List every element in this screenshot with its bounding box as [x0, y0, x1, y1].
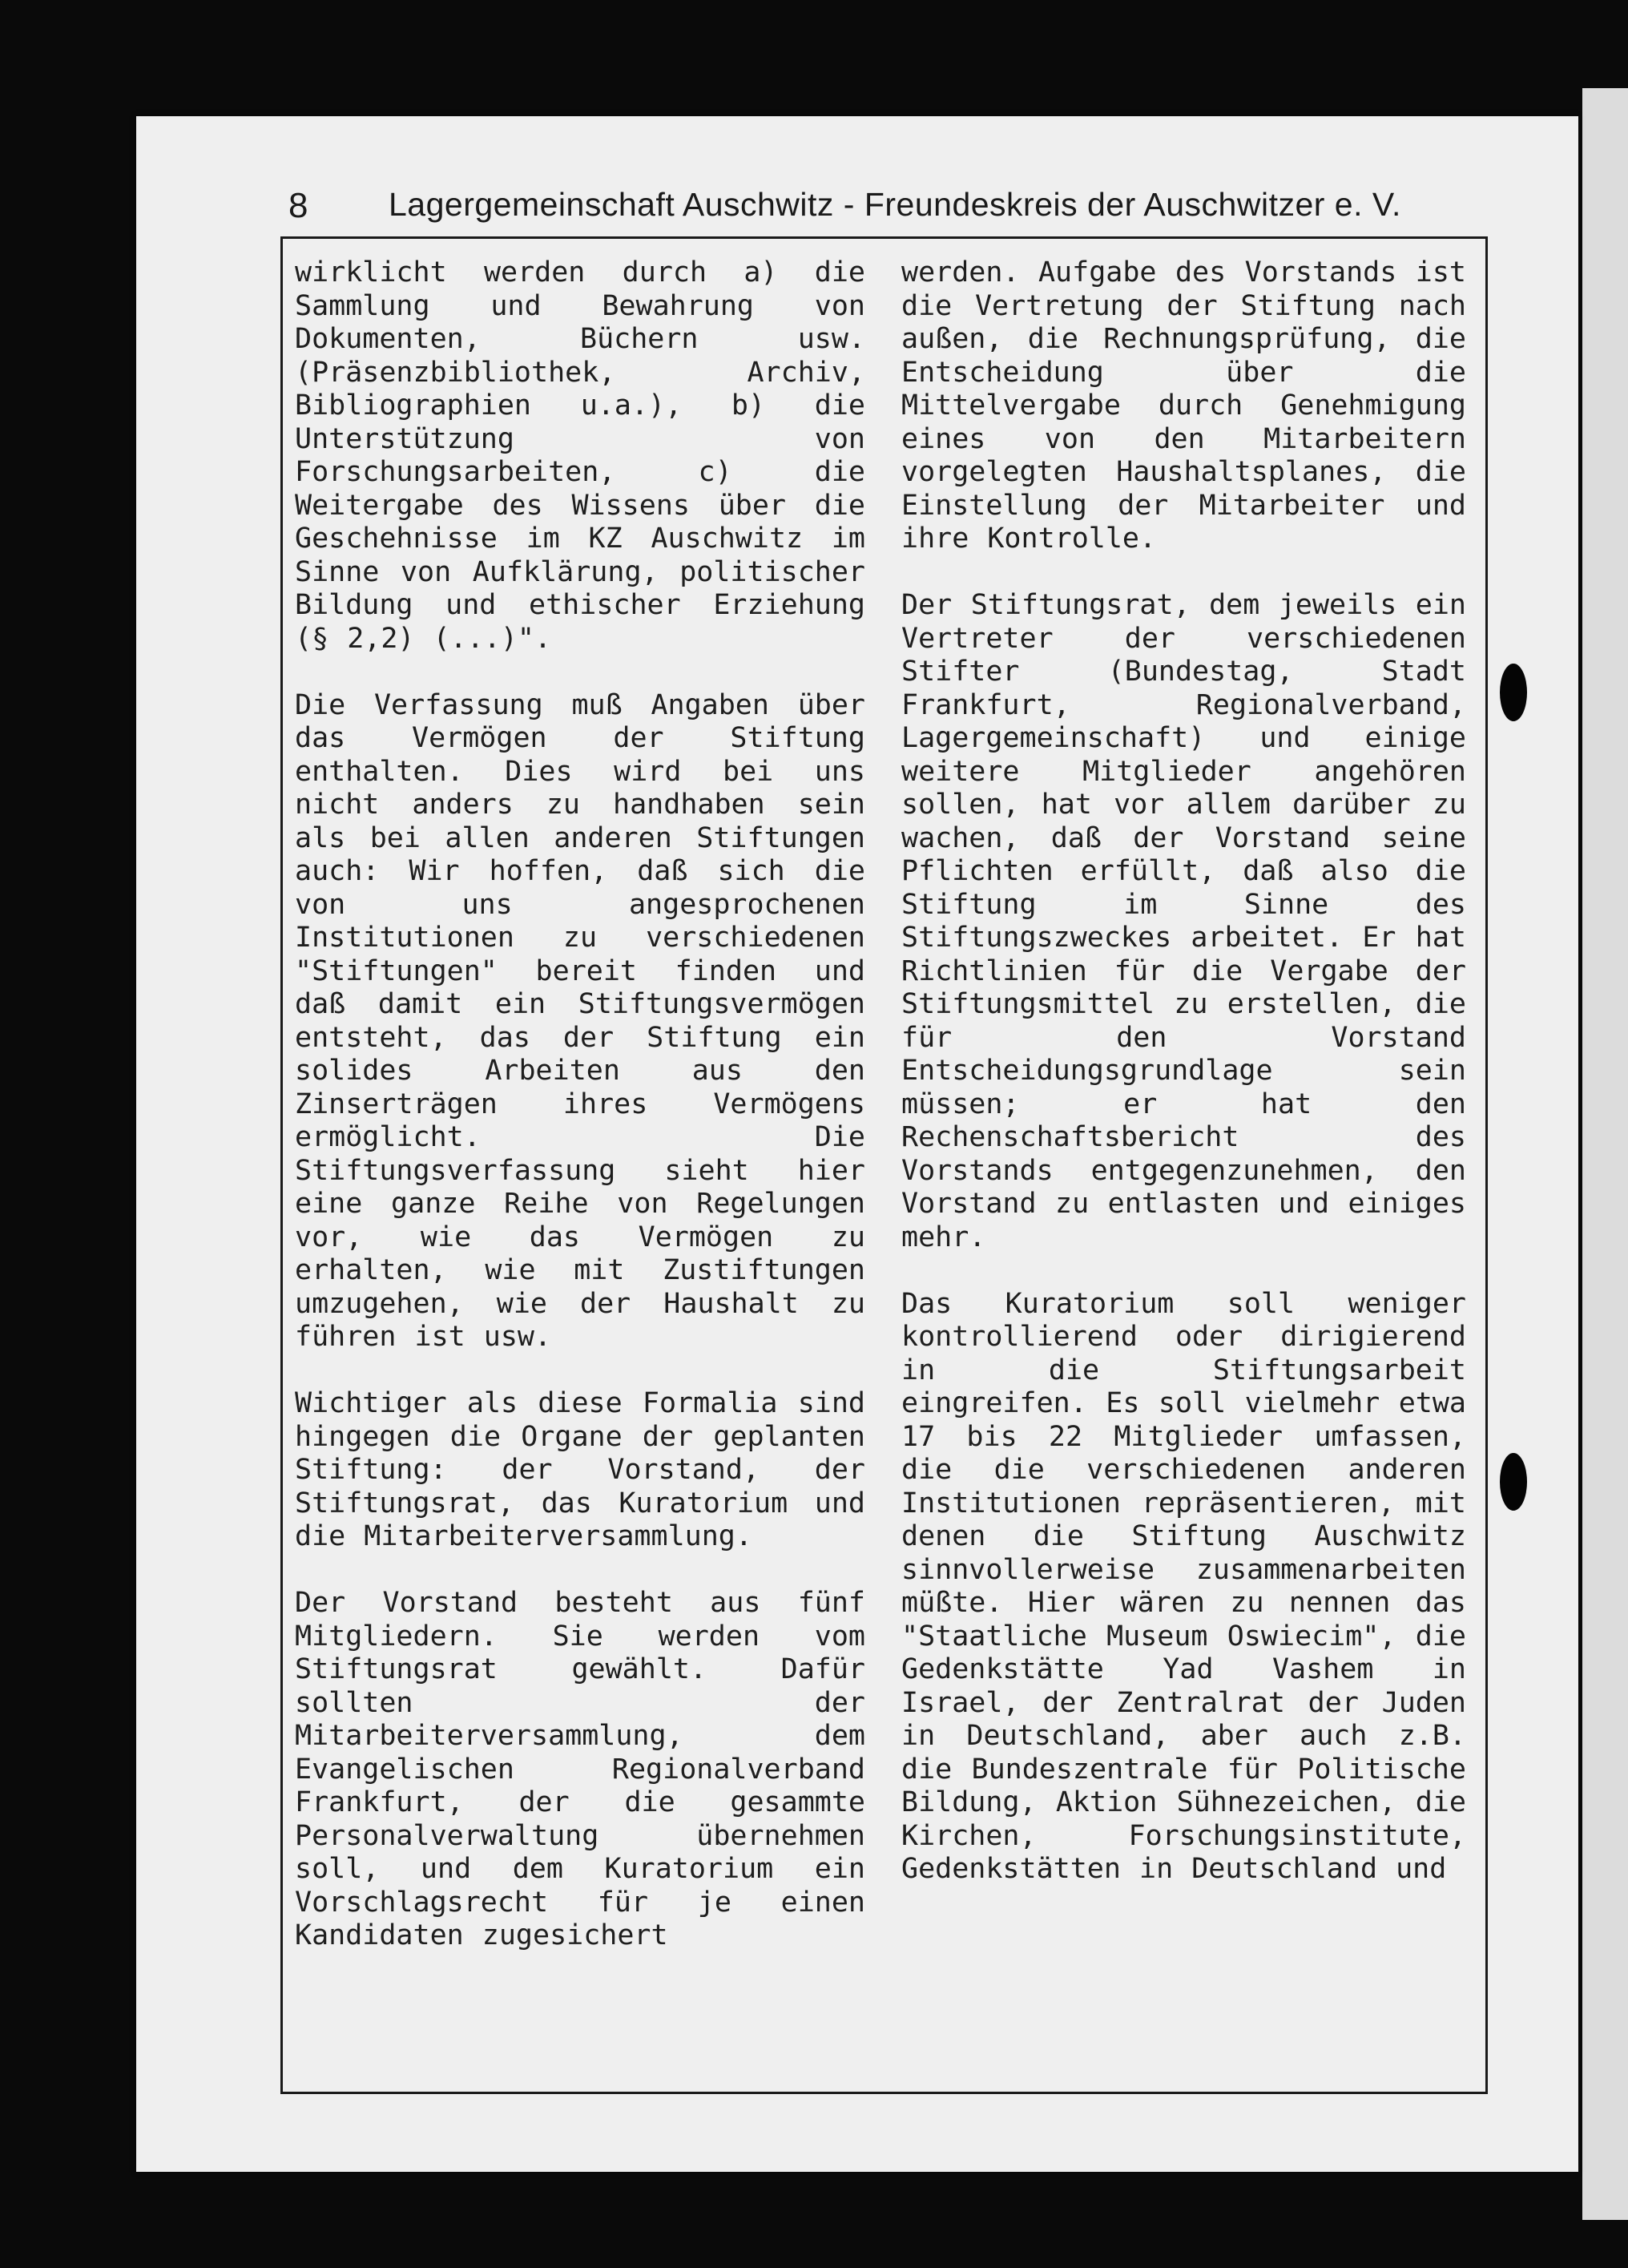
- left-column: [295, 256, 865, 1953]
- document-page: [136, 116, 1578, 2172]
- paragraph: werden. Aufgabe des Vorstands ist die Vertretung der Stiftung nach außen, die Rechnungsprüfung, die Entscheidung über die Mittelvergabe durch Genehmigung eines von den Mitarbeitern vorgelegten Haushaltsplanes, die Einstellung der Mitarbeiter und ihre Kontrolle.: [901, 256, 1466, 555]
- paragraph: Das Kuratorium soll weniger kontrollierend oder dirigierend in die Stiftungsarbeit eingreifen. Es soll vielmehr etwa 17 bis 22 Mitglieder umfassen, die die verschiedenen anderen Institutionen repräsentieren, mit denen die Stiftung Auschwitz sinnvollerweise zusammenarbeiten müßte. Hier wären zu nennen das "Staatliche Museum Oswiecim", die Gedenkstätte Yad Vashem in Israel, der Zentralrat der Juden in Deutschland, aber auch z.B. die Bundeszentrale für Politische Bildung, Aktion Sühnezeichen, die Kirchen, Forschungsinstitute, Gedenkstätten in Deutschland und: [901, 1287, 1466, 1885]
- paragraph: Der Vorstand besteht aus fünf Mitgliedern. Sie werden vom Stiftungsrat gewählt. Dafür sollten der Mitarbeiterversammlung, dem Evangelischen Regionalverband Frankfurt, der die gesammte Personalverwaltung übernehmen soll, und dem Kuratorium ein Vorschlagsrecht für je einen Kandidaten zugesichert: [295, 1587, 865, 1951]
- punch-hole: [1500, 664, 1527, 721]
- right-column: [901, 256, 1466, 1887]
- punch-hole: [1500, 1453, 1527, 1511]
- page-number: 8: [288, 186, 308, 225]
- paragraph: Wichtiger als diese Formalia sind hingegen die Organe der geplanten Stiftung: der Vorstand, der Stiftungsrat, das Kuratorium und die Mitarbeiterversammlung.: [295, 1387, 865, 1552]
- paragraph: Der Stiftungsrat, dem jeweils ein Vertreter der verschiedenen Stifter (Bundestag, Stadt Frankfurt, Regionalverband, Lagergemeinschaft) und einige weitere Mitglieder angehören sollen, hat vor allem darüber zu wachen, daß der Vorstand seine Pflichten erfüllt, daß also die Stiftung im Sinne des Stiftungszweckes arbeitet. Er hat Richtlinien für die Vergabe der Stiftungsmittel zu erstellen, die für den Vorstand Entscheidungsgrundlage sein müssen; er hat den Rechenschaftsbericht des Vorstands entgegenzunehmen, den Vorstand zu entlasten und einiges mehr.: [901, 589, 1466, 1253]
- paragraph: Die Verfassung muß Angaben über das Vermögen der Stiftung enthalten. Dies wird bei uns nicht anders zu handhaben sein als bei allen anderen Stiftungen auch: Wir hoffen, daß sich die von uns angesprochenen Institutionen zu verschiedenen "Stiftungen" bereit finden und daß damit ein Stiftungsvermögen entsteht, das der Stiftung ein solides Arbeiten aus den Zinserträgen ihres Vermögens ermöglicht. Die Stiftungsverfassung sieht hier eine ganze Reihe von Regelungen vor, wie das Vermögen zu erhalten, wie mit Zustiftungen umzugehen, wie der Haushalt zu führen ist usw.: [295, 688, 865, 1353]
- paragraph: wirklicht werden durch a) die Sammlung und Bewahrung von Dokumenten, Büchern usw. (Präsenzbibliothek, Archiv, Bibliographien u.a.), b) die Unterstützung von Forschungsarbeiten, c) die Weitergabe des Wissens über die Geschehnisse im KZ Auschwitz im Sinne von Aufklärung, politischer Bildung und ethischer Erziehung (§ 2,2) (...)".: [295, 256, 865, 655]
- header-title: Lagergemeinschaft Auschwitz - Freundeskreis der Auschwitzer e. V.: [389, 186, 1401, 223]
- adjacent-page-edge: [1582, 88, 1628, 2220]
- text-frame: [280, 236, 1488, 2094]
